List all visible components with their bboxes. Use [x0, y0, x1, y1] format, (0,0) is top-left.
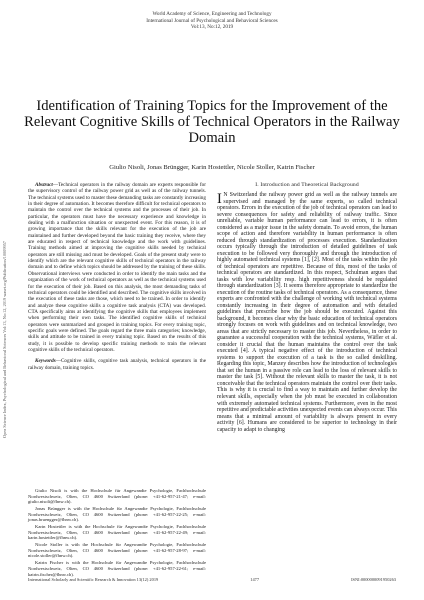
affiliation-item: Giulio Nisoli is with the Hochschule für Angewandte Psychologie, Fachhochschule Nordwestschweiz, Olten, CO 4600 Switzerland (phone: +41-62-957-21-47; e-mail: giulio.nisoli@fhnw.ch).: [28, 488, 206, 505]
paper-title: Identification of Training Topics for the Improvement of the Relevant Cognitive Skills of Technical Operators in the Railway Domain: [24, 98, 400, 147]
footer-isni: ISNI:0000000091950263: [351, 577, 396, 582]
journal-publisher: World Academy of Science, Engineering and Technology: [152, 11, 272, 17]
left-column: [28, 182, 206, 376]
affiliation-item: Katrin Fischer is with the Hochschule für Angewandte Psychologie, Fachhochschule Nordwestschweiz, Olten, CO 4600 Switzerland (phone: +41-62-957-22-61; e-mail: katrin.fischer@fhnw.ch).: [28, 560, 206, 577]
abstract-text: —Technical operators in the railway domain are experts responsible for the supervisory control of the railway power grid as well as of the railway tunnels. The technical systems used to master these demanding tasks are constantly increasing in their degree of automation. It becomes therefore difficult for technical operators to maintain the control over the technical systems and the processes of their job. In particular, the operators must have the necessary experience and knowledge in dealing with a malfunction situation or unexpected event. For this reason, it is of growing importance that the skills relevant for the execution of the job are maintained and further developed beyond the basic training they receive, where they are educated in respect of technical knowledge and the work with guidelines. Training methods aimed at improving the cognitive skills needed by technical operators are still missing and must be developed. Goals of the present study were to identify which are the relevant cognitive skills of technical operators in the railway domain and to define which topics should be addressed by the training of these skills. Observational interviews were conducted in order to identify the main tasks and the organization of the work of technical operators as well as the technical systems used for the execution of their job. Based on this analysis, the most demanding tasks of technical operators could be identified and described. The cognitive skills involved in the execution of these tasks are those, which need to be trained. In order to identify and analyze these cognitive skills a cognitive task analysis (CTA) was developed. CTA specifically aims at identifying the cognitive skills that employees implement when performing their own tasks. The identified cognitive skills of technical operators were summarized and grouped in training topics. For every training topic, specific goals were defined. The goals regard the three main categories; knowledge, skills and attitude to be trained in every training topic. Based on the results of this study, it is possible to develop specific training methods to train the relevant cognitive skills of the technical operators.: [28, 182, 206, 353]
keywords: [28, 358, 206, 371]
introduction-body: N Switzerland the railway power grid as well as the railway tunnels are supervised and managed by the same experts, so called technical operators. Errors in the execution of the job of technical operators can lead to severe consequences for safety and reliability of railway traffic. Since unreliable, variable human performance can lead to errors, it is often considered as a major issue in the safety domain. To avoid errors, the human scope of action and therefore variability in human performance is often reduced through standardization of processes execution. Standardization occurs typically through the introduction of detailed guidelines of task execution to be followed very thoroughly and through the introduction of highly automated technical systems [1], [2]. Most of the tasks within the job of technical operators are repetitive. Because of this, most of the tasks of technical operators are standardized. In this respect, Schulman argues that tasks with low variability resp. high repetitiveness should be regulated through standardization [3]. It seems therefore appropriate to standardize the execution of the routine tasks of technical operators. As a consequence, these experts are confronted with the challenge of working with technical systems constantly increasing in their degree of automation and with detailed guidelines that prescribe how the job should be executed. Against this background, it becomes clear why the basic education of technical operators strongly focuses on work with guidelines and on technical knowledge, two areas that are strictly necessary to master this job. Nevertheless, in order to guarantee a successful cooperation with the technical systems, Wäfler et al. consider it crucial that the human maintains the control over the task executed [4]. A typical negative effect of the introduction of technical systems to support the execution of a task is the so called deskilling. Regarding this topic, Manzey describes how the introduction of technologies that set the human in a passive role can lead to the loss of relevant skills to master the task [5]. Without the relevant skills to master the task, it is not conceivable that the technical operators maintain the control over their tasks. This is why it is crucial to find a way to maintain and further develop the relevant skills, especially when the job must be executed in collaboration with extremely automated technical systems. Furthermore, even in the most repetitive and predictable activities unexpected events can always occur. This means that a minimal amount of variability is always present in every activity [6]. Humans are considered to be superior to technology in their capacity to adapt to changing: [217, 192, 397, 433]
abstract: [28, 182, 206, 353]
page-footer: [28, 577, 396, 582]
affiliation-item: Nicole Stoller is with the Hochschule für Angewandte Psychologie, Fachhochschule Nordwestschweiz, Olten, CO 4600 Switzerland (phone: +41-62-957-28-97; e-mail: nicole.stoller@fhnw.ch).: [28, 542, 206, 559]
journal-name: International Journal of Psychological and Behavioral Sciences: [146, 17, 278, 24]
affiliation-item: Jonas Brüngger is with the Hochschule für Angewandte Psychologie, Fachhochschule Nordwestschweiz, Olten, CO 4600 Switzerland (phone: +41-62-957-22-25; e-mail: jonas.bruengger@fhnw.ch).: [28, 506, 206, 523]
right-column: [217, 182, 397, 433]
keywords-text: —Cognitive skills, cognitive task analysis, technical operators in the railway domain, training topics.: [28, 358, 206, 371]
journal-header: [0, 11, 424, 31]
page-number: 1477: [250, 577, 260, 582]
section-heading: I. Introduction and Theoretical Background: [255, 182, 359, 188]
affiliation-item: Karin Hostettler is with the Hochschule für Angewandte Psychologie, Fachhochschule Nordwestschweiz, Olten, CO 4600 Switzerland (phone: +41-62-957-22-49; e-mail: karin.hostettler@fhnw.ch).: [28, 524, 206, 541]
footer-publisher: International Scholarly and Scientific Research & Innovation 13(12) 2019: [28, 577, 159, 582]
paper-authors: Giulio Nisoli, Jonas Brüngger, Karin Hostettler, Nicole Stoller, Katrin Fischer: [109, 164, 315, 171]
journal-volume: Vol:13, No:12, 2019: [190, 24, 234, 31]
keywords-label: Keywords: [35, 358, 56, 365]
author-affiliations: [28, 488, 206, 578]
introduction-text: [217, 192, 397, 433]
drop-cap: I: [217, 190, 222, 207]
open-science-index-sideline: Open Science Index, Psychological and Behavioral Sciences Vol:13, No:12, 2019 waset.org/Publication/10009957: [2, 241, 7, 439]
abstract-label: Abstract: [35, 182, 53, 188]
